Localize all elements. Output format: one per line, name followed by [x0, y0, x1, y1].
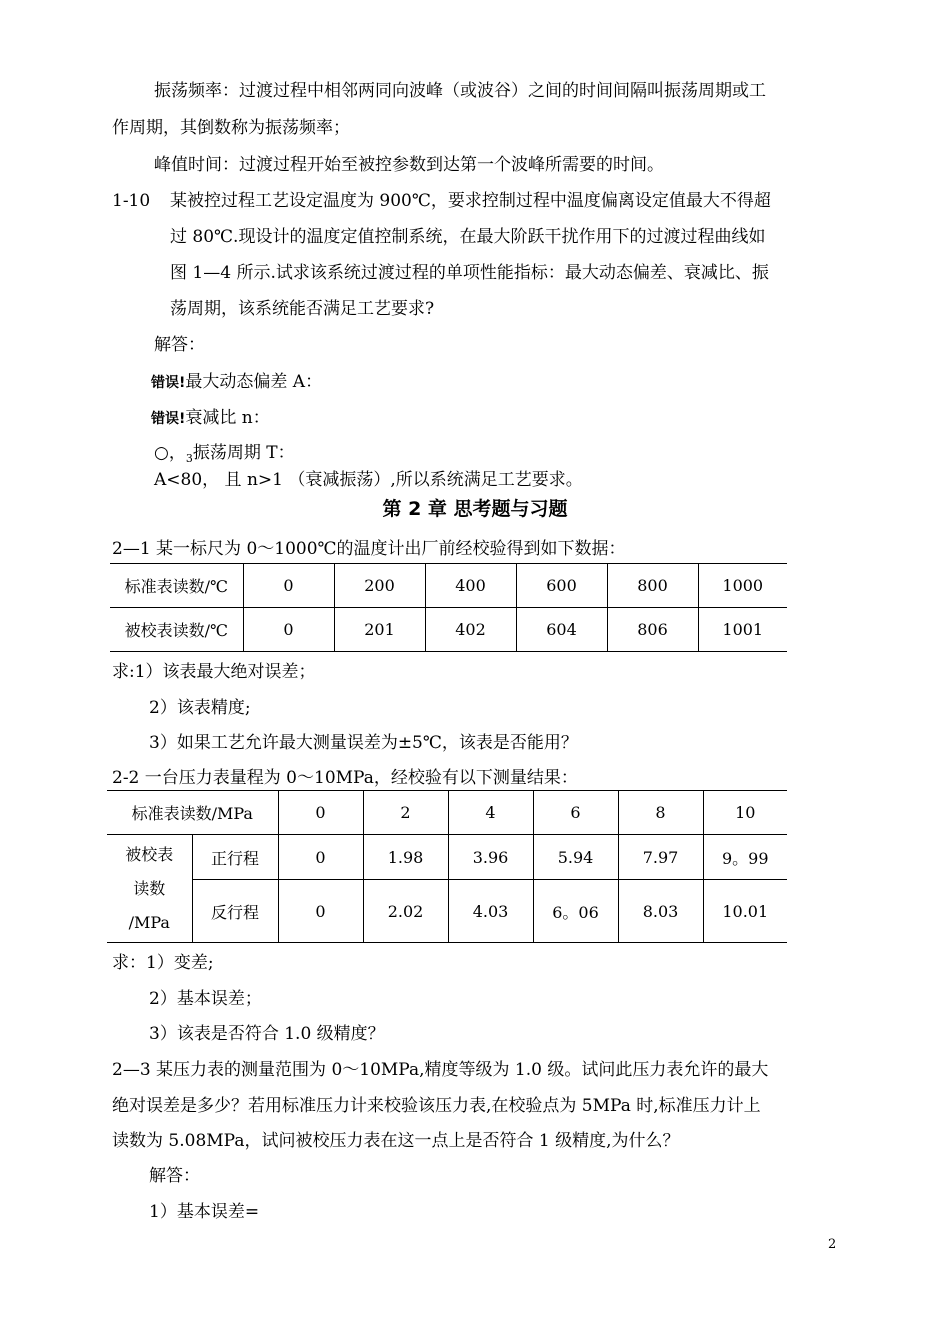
table-row: [110, 608, 787, 652]
table-cell: 正行程: [192, 835, 278, 880]
question-2-2-intro: 2-2 一台压力表量程为 0～10MPa，经校验有以下测量结果：: [112, 768, 578, 788]
table-cell: 0: [278, 880, 363, 943]
oscillation-period-text: 振荡周期 T：: [192, 443, 295, 463]
paragraph-oscillation-frequency: 振荡频率：过渡过程中相邻两同向波峰（或波谷）之间的时间间隔叫振荡周期或工: [154, 81, 766, 101]
table-cell: 1001: [722, 620, 764, 639]
table-cell: 0: [243, 608, 334, 652]
table-cell: 标准表读数/℃: [110, 564, 243, 608]
max-deviation-text: 最大动态偏差 A：: [185, 372, 323, 392]
table-cell: 2: [363, 791, 448, 835]
subscript-3: 3: [185, 452, 193, 465]
question-2-2-req-2: 2）基本误差；: [149, 989, 262, 1009]
chapter-title: 第 2 章 思考题与习题: [382, 498, 568, 520]
question-2-1-req-3: 3）如果工艺允许最大测量误差为±5℃，该表是否能用？: [149, 733, 578, 753]
thermometer-calibration-table: [110, 563, 787, 652]
error-tag: 错误!: [151, 411, 186, 427]
table-cell: 8.03: [618, 880, 703, 943]
table-cell: 0: [278, 791, 363, 835]
table-row: [107, 835, 787, 880]
decay-ratio-text: 衰减比 n：: [185, 408, 270, 428]
table-row: [107, 880, 787, 943]
table-cell: 5.94: [533, 835, 618, 880]
max-deviation-line: [151, 370, 322, 395]
table-cell: 10.01: [722, 901, 769, 921]
question-1-10-line-3: 图 1—4 所示.试求该系统过渡过程的单项性能指标：最大动态偏差、衰减比、振: [170, 263, 769, 283]
table-cell: 604: [516, 608, 607, 652]
table-cell: 600: [516, 564, 607, 608]
pressure-gauge-calibration-table: [107, 790, 787, 943]
question-1-10-number: 1-10: [112, 191, 151, 211]
conclusion: A<80， 且 n>1 （衰减振荡）,所以系统满足工艺要求。: [154, 470, 583, 490]
table-cell: 4: [448, 791, 533, 835]
table-cell: 3.96: [448, 835, 533, 880]
answer-label-2: 解答：: [149, 1166, 200, 1186]
table-cell: 标准表读数/MPa: [107, 791, 278, 835]
table-row-header: [107, 835, 192, 943]
paragraph-peak-time: 峰值时间：过渡过程开始至被控参数到达第一个波峰所需要的时间。: [154, 155, 664, 175]
table-cell: 7.97: [618, 835, 703, 880]
table-cell: 1000: [698, 564, 787, 608]
table-cell: 8: [618, 791, 703, 835]
table-cell: 10: [703, 791, 787, 835]
paragraph-oscillation-frequency-cont: 作周期，其倒数称为振荡频率；: [112, 118, 350, 138]
table-cell: 400: [425, 564, 516, 608]
question-2-2-req-1: 求：1）变差;: [112, 953, 214, 973]
question-2-1-req-2: 2）该表精度;: [149, 698, 251, 718]
question-2-1-req-1: 求:1）该表最大绝对误差；: [112, 662, 316, 682]
table-cell: 201: [334, 608, 425, 652]
table-cell: 402: [425, 608, 516, 652]
table-cell: 9。99: [703, 835, 787, 880]
table-cell: 800: [607, 564, 698, 608]
table-cell: 被校表读数/℃: [110, 608, 243, 652]
table-row: [110, 564, 787, 608]
table-cell: 200: [334, 564, 425, 608]
answer-2-line-1: 1）基本误差=: [149, 1202, 260, 1222]
question-1-10-line-4: 荡周期，该系统能否满足工艺要求?: [170, 299, 435, 319]
table-cell: 6。06: [533, 880, 618, 943]
table-cell: 1.98: [363, 835, 448, 880]
question-2-2-req-3: 3）该表是否符合 1.0 级精度？: [149, 1024, 385, 1044]
table-cell: 806: [607, 608, 698, 652]
table-cell: 0: [278, 835, 363, 880]
table-cell: 反行程: [192, 880, 278, 943]
table-cell: 0: [243, 564, 334, 608]
question-2-3-line-3: 读数为 5.08MPa，试问被校压力表在这一点上是否符合 1 级精度,为什么？: [112, 1131, 680, 1151]
page-number: 2: [828, 1237, 837, 1252]
table-cell: 4.03: [448, 880, 533, 943]
question-2-3-line-1: 2—3 某压力表的测量范围为 0～10MPa,精度等级为 1.0 级。试问此压力表允许的最大: [112, 1060, 769, 1080]
question-1-10-line-2: 过 80℃.现设计的温度定值控制系统，在最大阶跃干扰作用下的过渡过程曲线如: [170, 227, 766, 247]
table-row: [107, 791, 787, 835]
decay-ratio-line: [151, 406, 270, 431]
row-header-line: 读数: [133, 878, 166, 898]
error-tag: 错误!: [151, 375, 186, 391]
oscillation-period-line: [154, 441, 295, 471]
row-header-line: 被校表: [125, 844, 174, 864]
table-cell: 6: [533, 791, 618, 835]
question-2-1-intro: 2—1 某一标尺为 0～1000℃的温度计出厂前经校验得到如下数据：: [112, 539, 626, 559]
question-2-3-line-2: 绝对误差是多少？若用标准压力计来校验该压力表,在校验点为 5MPa 时,标准压力计上: [112, 1096, 761, 1116]
circle-marker: ○，: [154, 443, 186, 463]
question-1-10-line-1: 某被控过程工艺设定温度为 900℃，要求控制过程中温度偏离设定值最大不得超: [170, 191, 771, 211]
table-cell: 2.02: [363, 880, 448, 943]
answer-label: 解答：: [154, 335, 205, 355]
row-header-line: /MPa: [128, 912, 170, 932]
